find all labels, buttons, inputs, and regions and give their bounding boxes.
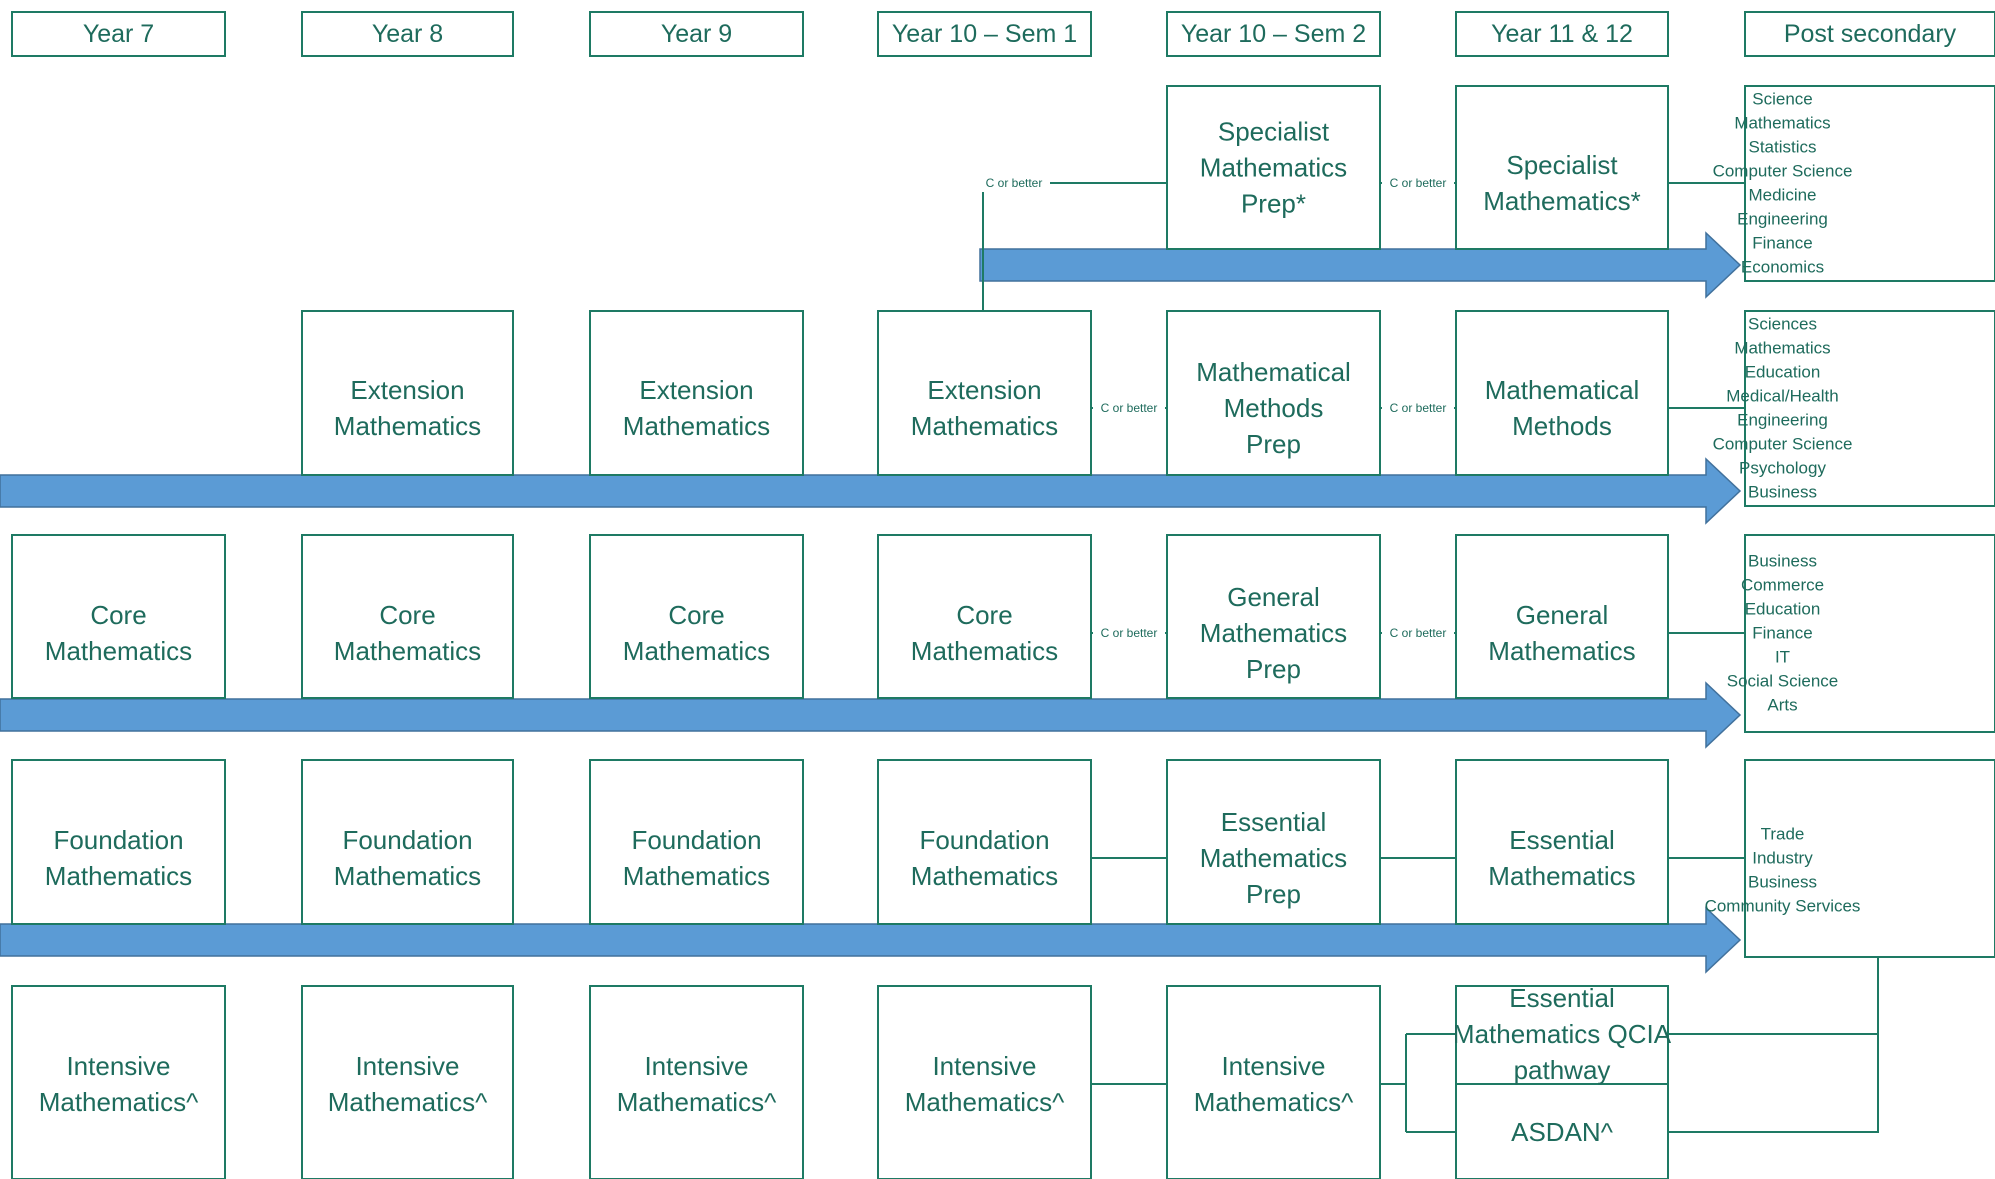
foundation-y8-label: Foundation Mathematics	[333, 825, 482, 891]
destination-general-item: Business	[1748, 551, 1817, 571]
connectors-layer	[983, 183, 1878, 1132]
condition-ext-to-methods-prep: C or better	[1100, 401, 1158, 415]
core-y10s1-label: Core Mathematics	[910, 600, 1059, 666]
essential-qcia-label: Essential Mathematics QCIA pathway	[1452, 983, 1672, 1085]
methods-prep-label: Mathematical Methods Prep	[1196, 357, 1351, 459]
general-label: General Mathematics	[1488, 600, 1636, 666]
destination-general-item: Social Science	[1726, 671, 1839, 691]
destination-specialist-item: Mathematics	[1734, 113, 1831, 133]
destination-specialist-item: Engineering	[1737, 209, 1828, 229]
condition-ext-to-specialist-prep: C or better	[985, 176, 1043, 190]
destination-general-item: Commerce	[1740, 575, 1825, 595]
connector-qcia-to-destination	[1668, 957, 1878, 1034]
intensive-y8-box	[302, 986, 513, 1179]
general-prep-label: General Mathematics Prep	[1199, 582, 1348, 684]
destination-essential-item: Industry	[1752, 848, 1813, 868]
extension-y10s1-label: Extension Mathematics	[910, 375, 1059, 441]
destination-specialist-item: Medicine	[1748, 185, 1817, 205]
methods-label: Mathematical Methods	[1484, 375, 1640, 441]
intensive-y10s1-box	[878, 986, 1091, 1179]
condition-specialist-prep-to-specialist: C or better	[1389, 176, 1447, 190]
specialist-label: Specialist Mathematics*	[1483, 150, 1641, 216]
destination-methods-item: Sciences	[1748, 314, 1817, 334]
asdan-label: ASDAN^	[1511, 1117, 1613, 1147]
destination-methods-item: Computer Science	[1712, 434, 1853, 454]
destination-specialist-item: Science	[1752, 89, 1813, 109]
header-year8: Year 8	[371, 20, 444, 48]
condition-methods-prep-to-methods: C or better	[1389, 401, 1447, 415]
destination-general-item: Arts	[1767, 695, 1798, 715]
destination-specialist-item: Statistics	[1748, 137, 1817, 157]
intensive-y9-box	[590, 986, 803, 1179]
destination-general-item: Finance	[1752, 623, 1813, 643]
extension-y9-label: Extension Mathematics	[622, 375, 771, 441]
destination-essential-item: Business	[1748, 872, 1817, 892]
foundation-y10s1-label: Foundation Mathematics	[910, 825, 1059, 891]
condition-core-to-general-prep: C or better	[1100, 626, 1158, 640]
header-post_secondary: Post secondary	[1783, 20, 1957, 48]
core-y9-label: Core Mathematics	[622, 600, 771, 666]
destination-specialist-item: Finance	[1752, 233, 1813, 253]
destination-methods-item: Engineering	[1737, 410, 1828, 430]
core-y8-label: Core Mathematics	[333, 600, 482, 666]
header-year7: Year 7	[82, 20, 155, 48]
intensive-y10s2-box	[1167, 986, 1380, 1179]
intensive-y7-label: Intensive Mathematics^	[38, 1051, 199, 1117]
destination-methods-item: Education	[1744, 362, 1821, 382]
destination-essential-item: Trade	[1760, 824, 1805, 844]
condition-general-prep-to-general: C or better	[1389, 626, 1447, 640]
connector-asdan-to-destination	[1668, 1034, 1878, 1132]
destination-specialist-item: Computer Science	[1712, 161, 1853, 181]
essential-label: Essential Mathematics	[1488, 825, 1636, 891]
foundation-y9-label: Foundation Mathematics	[622, 825, 771, 891]
destination-general-item: IT	[1774, 647, 1791, 667]
destination-methods-item: Business	[1748, 482, 1817, 502]
extension-y8-label: Extension Mathematics	[333, 375, 482, 441]
destination-methods-item: Mathematics	[1734, 338, 1831, 358]
header-year9: Year 9	[660, 20, 733, 48]
foundation-y7-label: Foundation Mathematics	[44, 825, 193, 891]
destination-general-item: Education	[1744, 599, 1821, 619]
essential-prep-label: Essential Mathematics Prep	[1199, 807, 1348, 909]
connector-ext-to-specialist-prep	[983, 183, 1167, 311]
intensive-y10s1-label: Intensive Mathematics^	[904, 1051, 1065, 1117]
destination-methods-item: Psychology	[1739, 458, 1826, 478]
destination-essential-item: Community Services	[1704, 896, 1861, 916]
destination-methods-item: Medical/Health	[1726, 386, 1839, 406]
intensive-y8-label: Intensive Mathematics^	[327, 1051, 488, 1117]
intensive-y7-box	[12, 986, 225, 1179]
header-year11_12: Year 11 & 12	[1491, 20, 1633, 48]
intensive-y9-label: Intensive Mathematics^	[616, 1051, 777, 1117]
header-year10_sem2: Year 10 – Sem 2	[1180, 20, 1367, 48]
specialist-prep-label: Specialist Mathematics Prep*	[1199, 116, 1348, 219]
core-y7-label: Core Mathematics	[44, 600, 193, 666]
destination-specialist-item: Economics	[1740, 257, 1825, 277]
intensive-y10s2-label: Intensive Mathematics^	[1193, 1051, 1354, 1117]
header-year10_sem1: Year 10 – Sem 1	[891, 20, 1078, 48]
